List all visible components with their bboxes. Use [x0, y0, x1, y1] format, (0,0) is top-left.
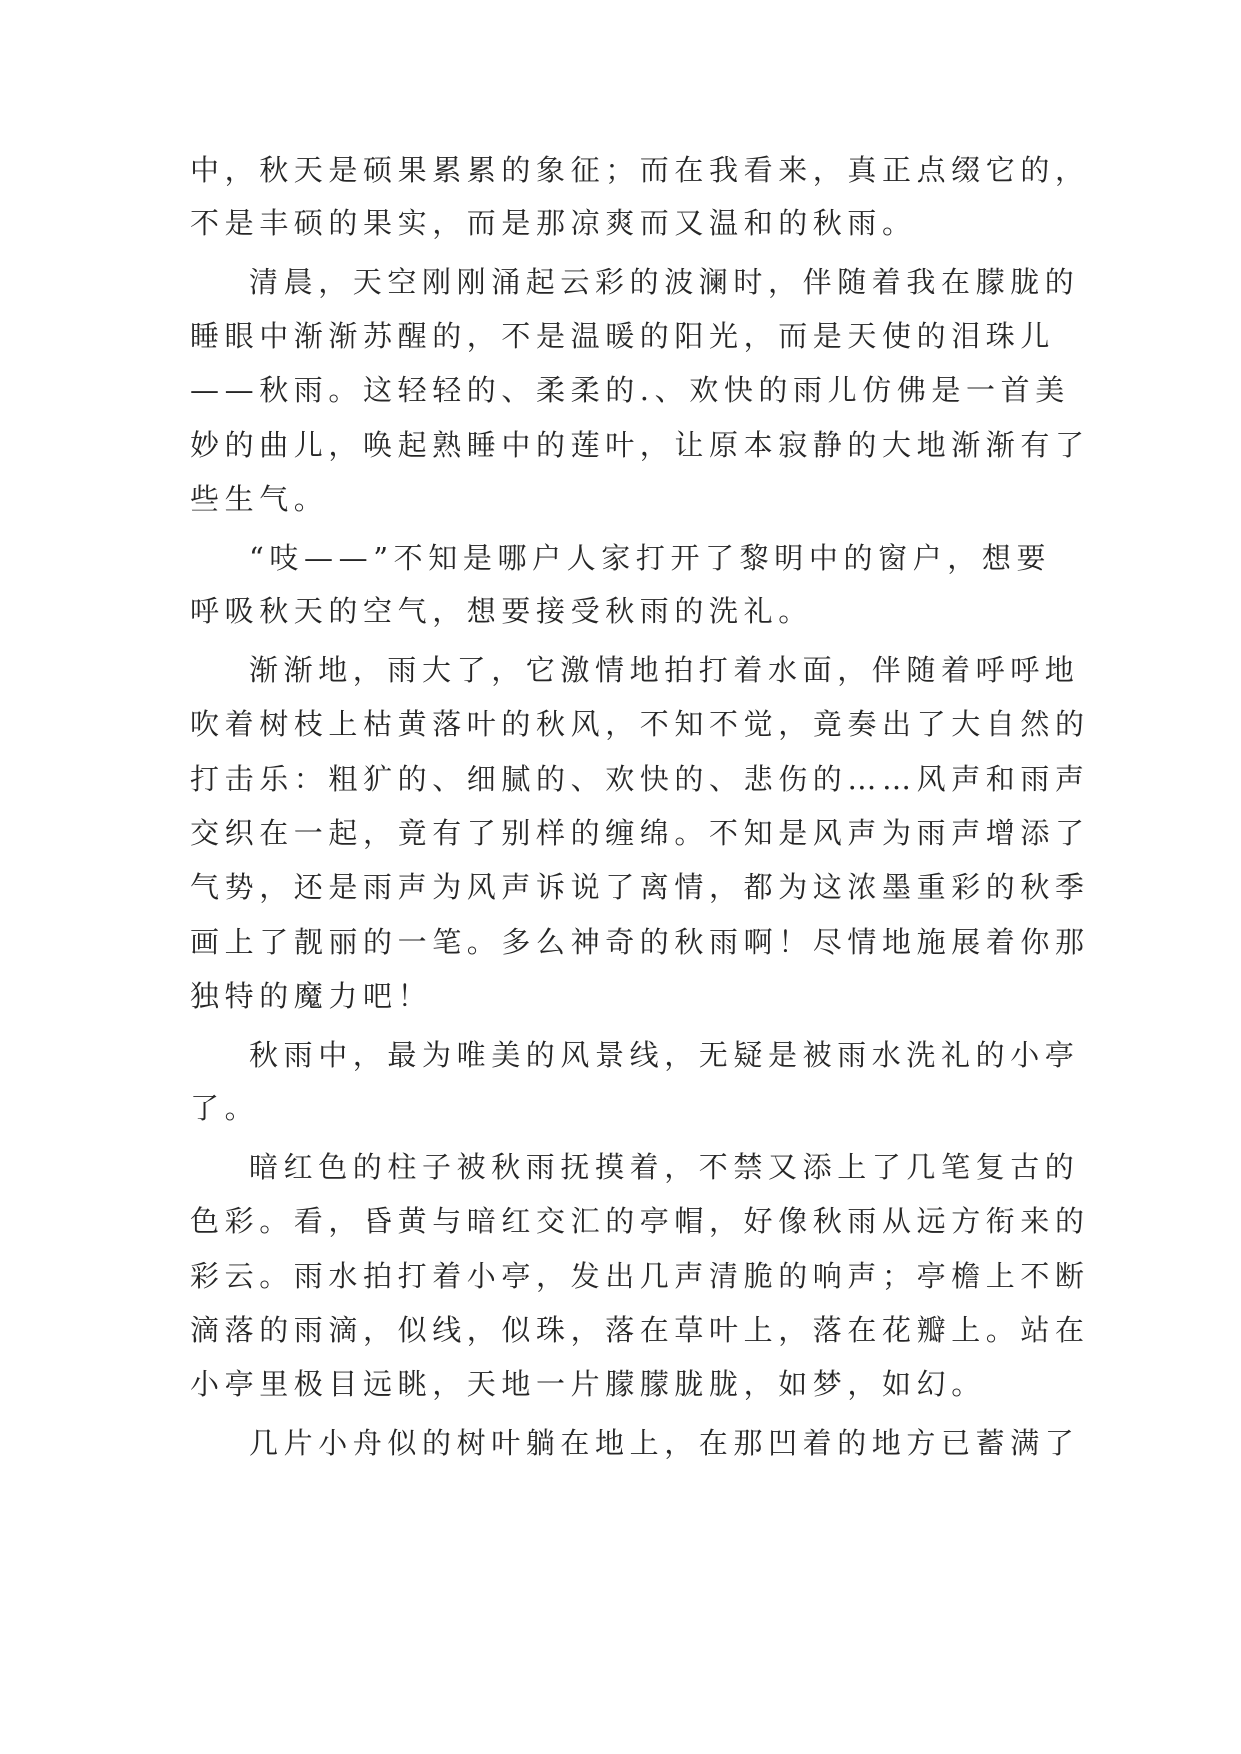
- text-line: 画上了靓丽的一笔。多么神奇的秋雨啊！尽情地施展着你那: [190, 925, 1090, 959]
- text-line: 气势，还是雨声为风声诉说了离情，都为这浓墨重彩的秋季: [190, 870, 1090, 904]
- text-line: 小亭里极目远眺，天地一片朦朦胧胧，如梦，如幻。: [190, 1367, 986, 1401]
- paragraph-first-line: 几片小舟似的树叶躺在地上，在那凹着的地方已蓄满了: [249, 1426, 1080, 1460]
- text-line: 睡眼中渐渐苏醒的，不是温暖的阳光，而是天使的泪珠儿: [190, 319, 1056, 353]
- text-line: 独特的魔力吧！: [190, 979, 433, 1013]
- paragraph-first-line: 暗红色的柱子被秋雨抚摸着，不禁又添上了几笔复古的: [249, 1150, 1080, 1184]
- paragraph-first-line: 清晨，天空刚刚涌起云彩的波澜时，伴随着我在朦胧的: [249, 265, 1080, 299]
- text-line: 呼吸秋天的空气，想要接受秋雨的洗礼。: [190, 594, 813, 628]
- paragraph-first-line: “吱——”不知是哪户人家打开了黎明中的窗户，想要: [249, 541, 1052, 575]
- text-line: 打击乐：粗犷的、细腻的、欢快的、悲伤的……风声和雨声: [190, 762, 1090, 796]
- text-line: 了。: [190, 1091, 260, 1125]
- paragraph-first-line: 秋雨中，最为唯美的风景线，无疑是被雨水洗礼的小亭: [249, 1038, 1080, 1072]
- text-line: 彩云。雨水拍打着小亭，发出几声清脆的响声；亭檐上不断: [190, 1259, 1090, 1293]
- text-line: 色彩。看，昏黄与暗红交汇的亭帽，好像秋雨从远方衔来的: [190, 1204, 1090, 1238]
- text-line: 妙的曲儿，唤起熟睡中的莲叶，让原本寂静的大地渐渐有了: [190, 428, 1090, 462]
- text-line: 交织在一起，竟有了别样的缠绵。不知是风声为雨声增添了: [190, 816, 1090, 850]
- text-line: 吹着树枝上枯黄落叶的秋风，不知不觉，竟奏出了大自然的: [190, 707, 1090, 741]
- text-line: 中，秋天是硕果累累的象征；而在我看来，真正点缀它的，: [190, 153, 1090, 187]
- text-line: 些生气。: [190, 482, 329, 516]
- text-line: ——秋雨。这轻轻的、柔柔的.、欢快的雨儿仿佛是一首美: [190, 373, 1070, 407]
- text-line: 不是丰硕的果实，而是那凉爽而又温和的秋雨。: [190, 206, 917, 240]
- paragraph-first-line: 渐渐地，雨大了，它激情地拍打着水面，伴随着呼呼地: [249, 653, 1080, 687]
- text-line: 滴落的雨滴，似线，似珠，落在草叶上，落在花瓣上。站在: [190, 1313, 1090, 1347]
